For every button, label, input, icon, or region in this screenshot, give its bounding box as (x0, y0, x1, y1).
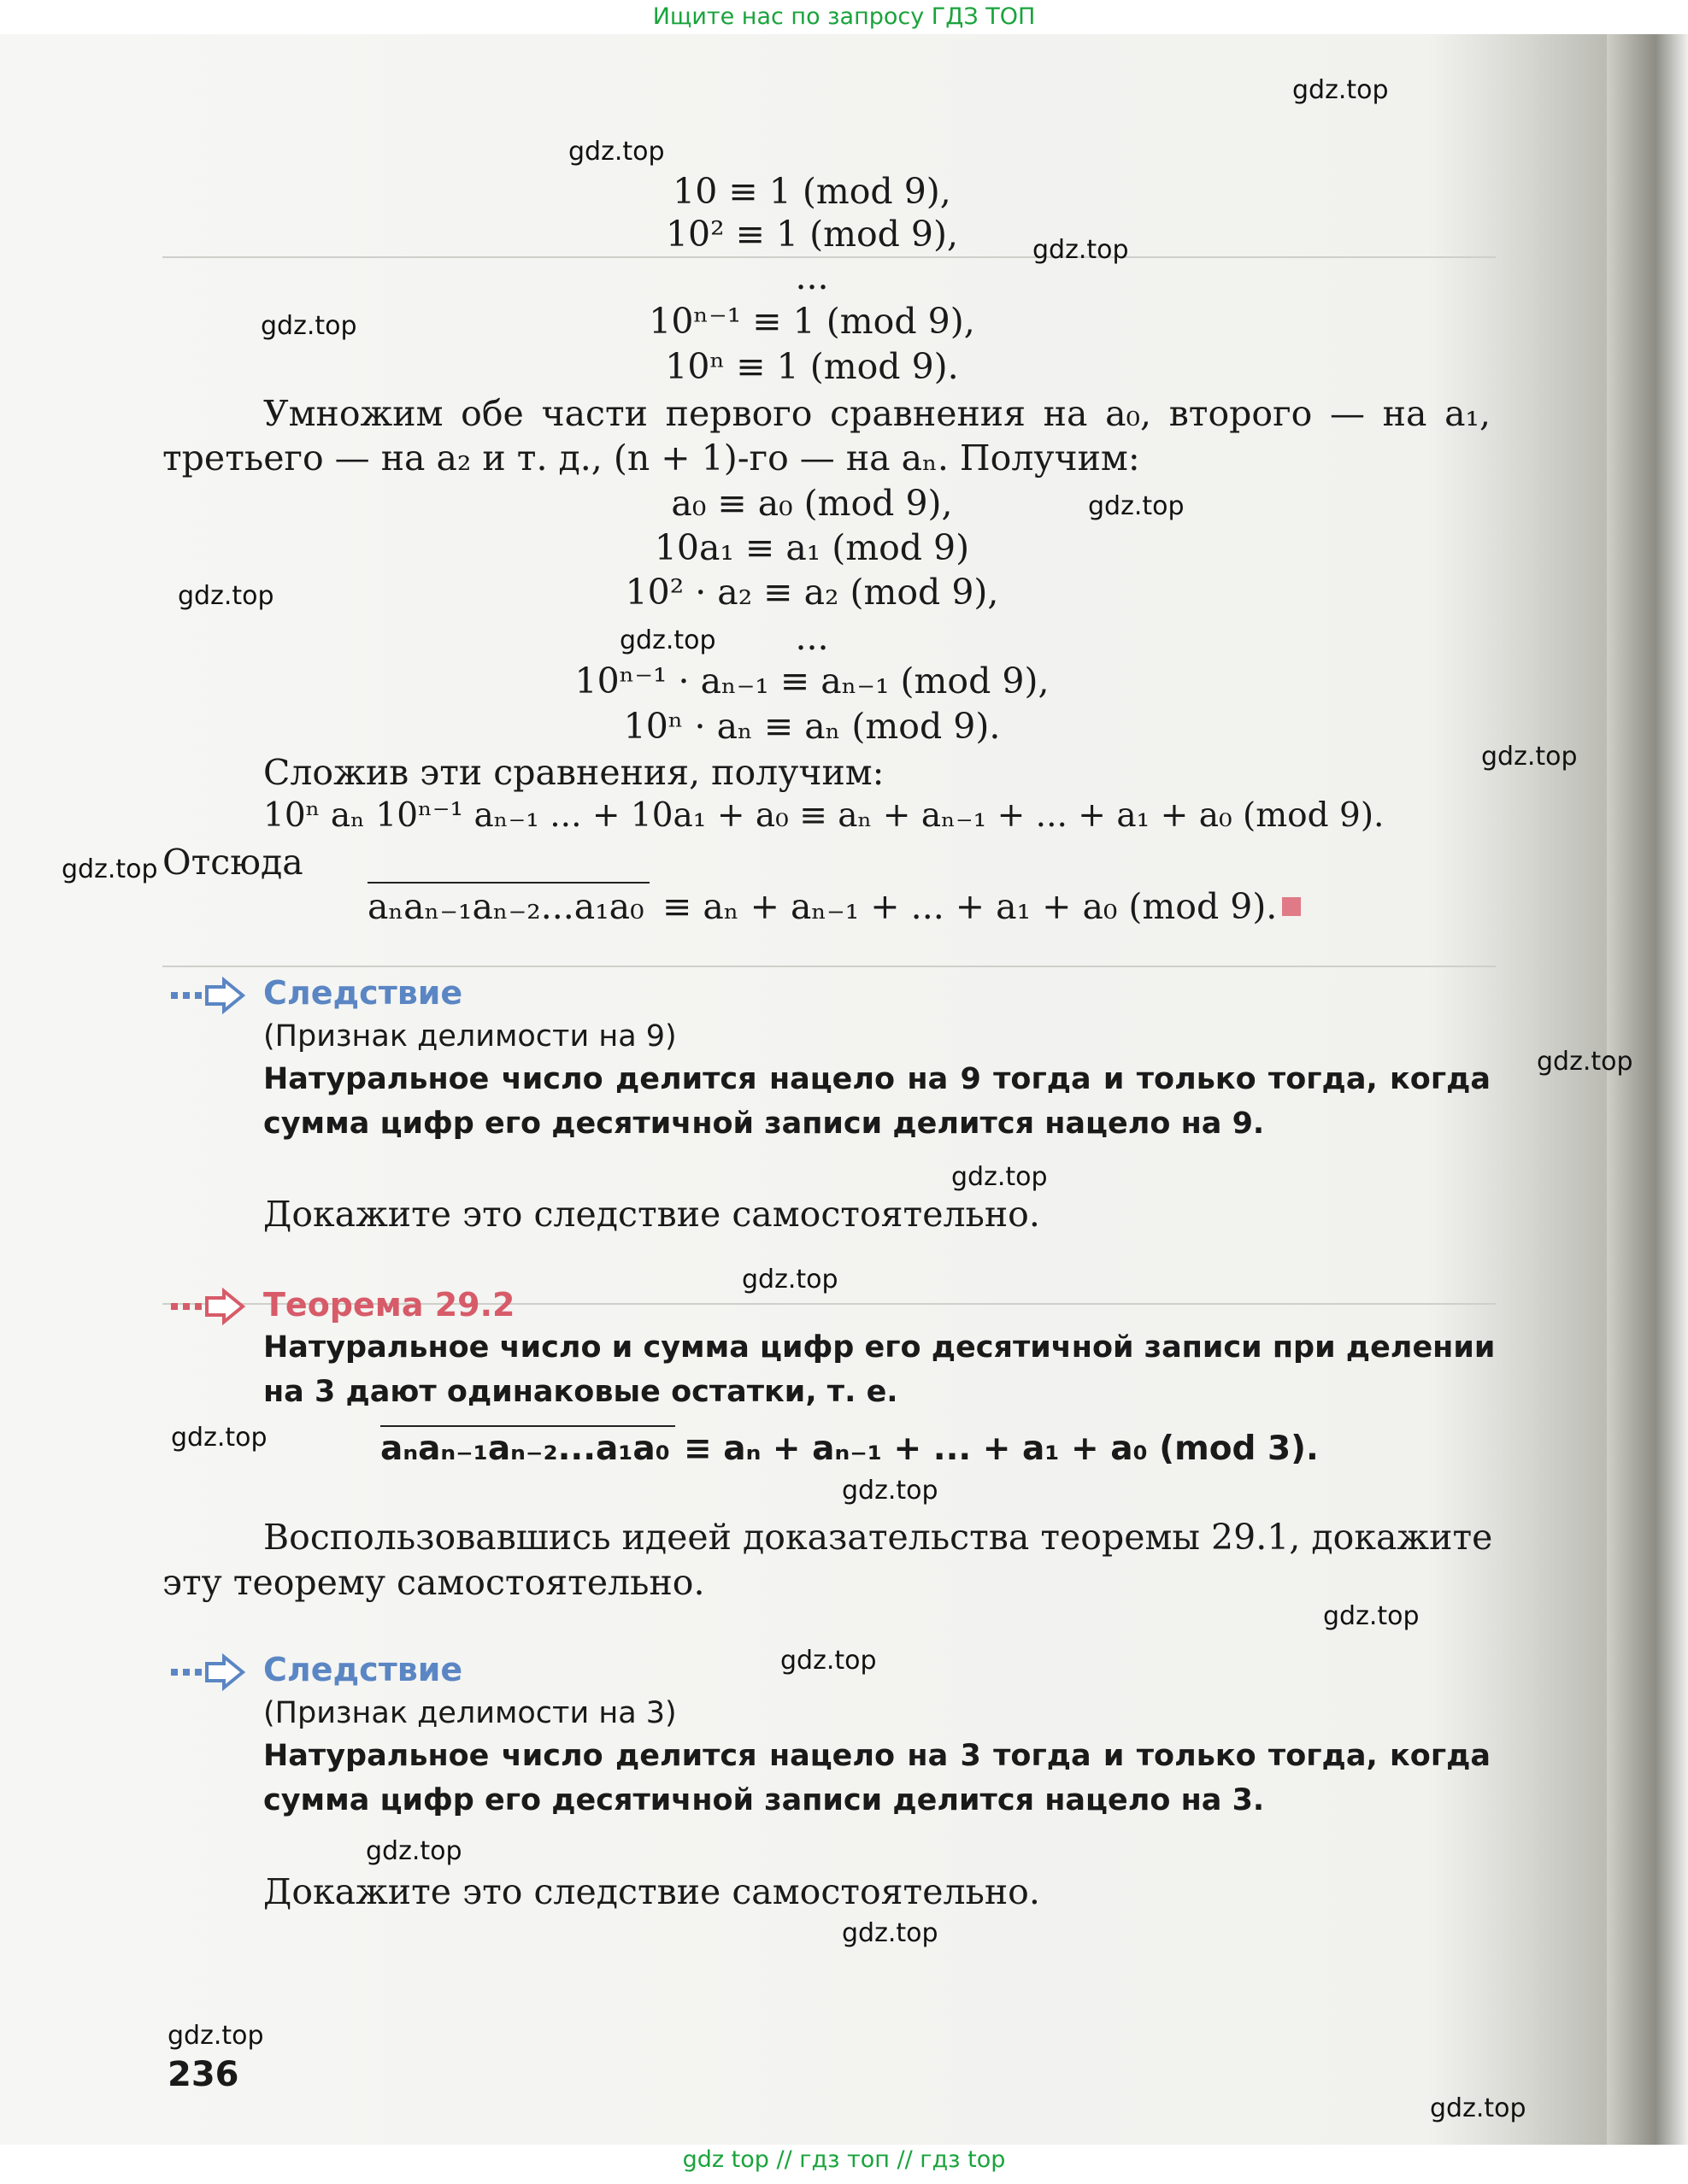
congruence-line: 10² ≡ 1 (mod 9), (665, 214, 959, 255)
watermark: gdz.top (171, 1423, 268, 1453)
exercise-text: Докажите это следствие самостоятельно. (263, 1871, 1040, 1912)
result-formula-right: ≡ aₙ + aₙ₋₁ + ... + a₁ + a₀ (mod 9). (662, 886, 1278, 927)
corollary-statement: сумма цифр его десятичной записи делится нацело на 9. (263, 1107, 1265, 1141)
paragraph-line: Отсюда (162, 842, 303, 883)
bottom-banner[interactable]: gdz top // гдз топ // гдз top (682, 2146, 1006, 2173)
overline-bar (368, 882, 650, 884)
congruence-line: ... (795, 617, 829, 658)
watermark: gdz.top (1088, 491, 1185, 521)
paragraph-line: Сложив эти сравнения, получим: (263, 752, 885, 793)
arrow-icon-blue (169, 1653, 246, 1691)
congruence-line: 10² · a₂ ≡ a₂ (mod 9), (625, 572, 999, 613)
theorem-formula-right: ≡ aₙ + aₙ₋₁ + ... + a₁ + a₀ (mod 3). (684, 1430, 1319, 1468)
qed-square-icon (1282, 897, 1301, 916)
watermark: gdz.top (178, 581, 274, 611)
theorem-statement: на 3 дают одинаковые остатки, т. е. (263, 1375, 898, 1409)
watermark: gdz.top (620, 625, 716, 655)
congruence-line: 10ⁿ⁻¹ ≡ 1 (mod 9), (649, 301, 975, 342)
theorem-formula-left: aₙaₙ₋₁aₙ₋₂...a₁a₀ (380, 1430, 670, 1468)
corollary-subtitle: (Признак делимости на 3) (263, 1696, 677, 1730)
corollary-title: Следствие (263, 974, 463, 1012)
watermark: gdz.top (1032, 235, 1129, 265)
arrow-icon-red (169, 1288, 246, 1325)
corollary-statement: Натуральное число делится нацело на 9 тогда и только тогда, когда (263, 1062, 1491, 1096)
watermark: gdz.top (842, 1918, 938, 1948)
corollary-subtitle: (Признак делимости на 9) (263, 1019, 677, 1054)
watermark: gdz.top (842, 1476, 938, 1506)
congruence-line: 10ⁿ · aₙ ≡ aₙ (mod 9). (623, 706, 1001, 747)
congruence-line: a₀ ≡ a₀ (mod 9), (671, 483, 953, 524)
watermark: gdz.top (1430, 2093, 1526, 2123)
theorem-title: Теорема 29.2 (263, 1286, 515, 1324)
watermark: gdz.top (62, 854, 158, 884)
watermark: gdz.top (568, 137, 665, 167)
congruence-line: 10a₁ ≡ a₁ (mod 9) (654, 527, 970, 568)
watermark: gdz.top (780, 1646, 877, 1676)
bleed-rule (162, 966, 1496, 967)
corollary-title: Следствие (263, 1651, 463, 1688)
watermark: gdz.top (1323, 1601, 1420, 1631)
watermark: gdz.top (366, 1836, 462, 1866)
watermark: gdz.top (168, 2021, 264, 2051)
overline-bar (380, 1425, 675, 1427)
page-number: 236 (168, 2055, 239, 2094)
arrow-icon-blue (169, 977, 246, 1014)
congruence-line: 10ⁿ⁻¹ · aₙ₋₁ ≡ aₙ₋₁ (mod 9), (574, 660, 1050, 702)
theorem-statement: Натуральное число и сумма цифр его десятичной записи при делении (263, 1330, 1496, 1365)
congruence-line: 10 ≡ 1 (mod 9), (673, 171, 951, 212)
corollary-statement: сумма цифр его десятичной записи делится нацело на 3. (263, 1783, 1265, 1817)
watermark: gdz.top (1481, 742, 1578, 772)
paragraph-line: эту теорему самостоятельно. (162, 1562, 705, 1603)
watermark: gdz.top (261, 311, 357, 341)
top-banner[interactable]: Ищите нас по запросу ГДЗ ТОП (652, 3, 1036, 30)
corollary-statement: Натуральное число делится нацело на 3 тогда и только тогда, когда (263, 1739, 1491, 1773)
watermark: gdz.top (951, 1162, 1048, 1192)
sum-formula: 10ⁿ aₙ 10ⁿ⁻¹ aₙ₋₁ ... + 10a₁ + a₀ ≡ aₙ + aₙ₋₁ + ... + a₁ + a₀ (mod 9). (263, 796, 1385, 835)
congruence-line: 10ⁿ ≡ 1 (mod 9). (665, 346, 959, 387)
paragraph-line: Умножим обе части первого сравнения на a₀, второго — на a₁, (263, 393, 1491, 434)
exercise-text: Докажите это следствие самостоятельно. (263, 1194, 1040, 1235)
congruence-line: ... (795, 256, 829, 297)
watermark: gdz.top (1292, 75, 1389, 105)
paragraph-line: Воспользовавшись идеей доказательства теоремы 29.1, докажите (263, 1517, 1493, 1558)
paragraph-line: третьего — на a₂ и т. д., (n + 1)-го — на aₙ. Получим: (162, 437, 1140, 478)
result-formula-left: aₙaₙ₋₁aₙ₋₂...a₁a₀ (368, 886, 644, 927)
watermark: gdz.top (742, 1265, 838, 1295)
watermark: gdz.top (1537, 1047, 1633, 1077)
